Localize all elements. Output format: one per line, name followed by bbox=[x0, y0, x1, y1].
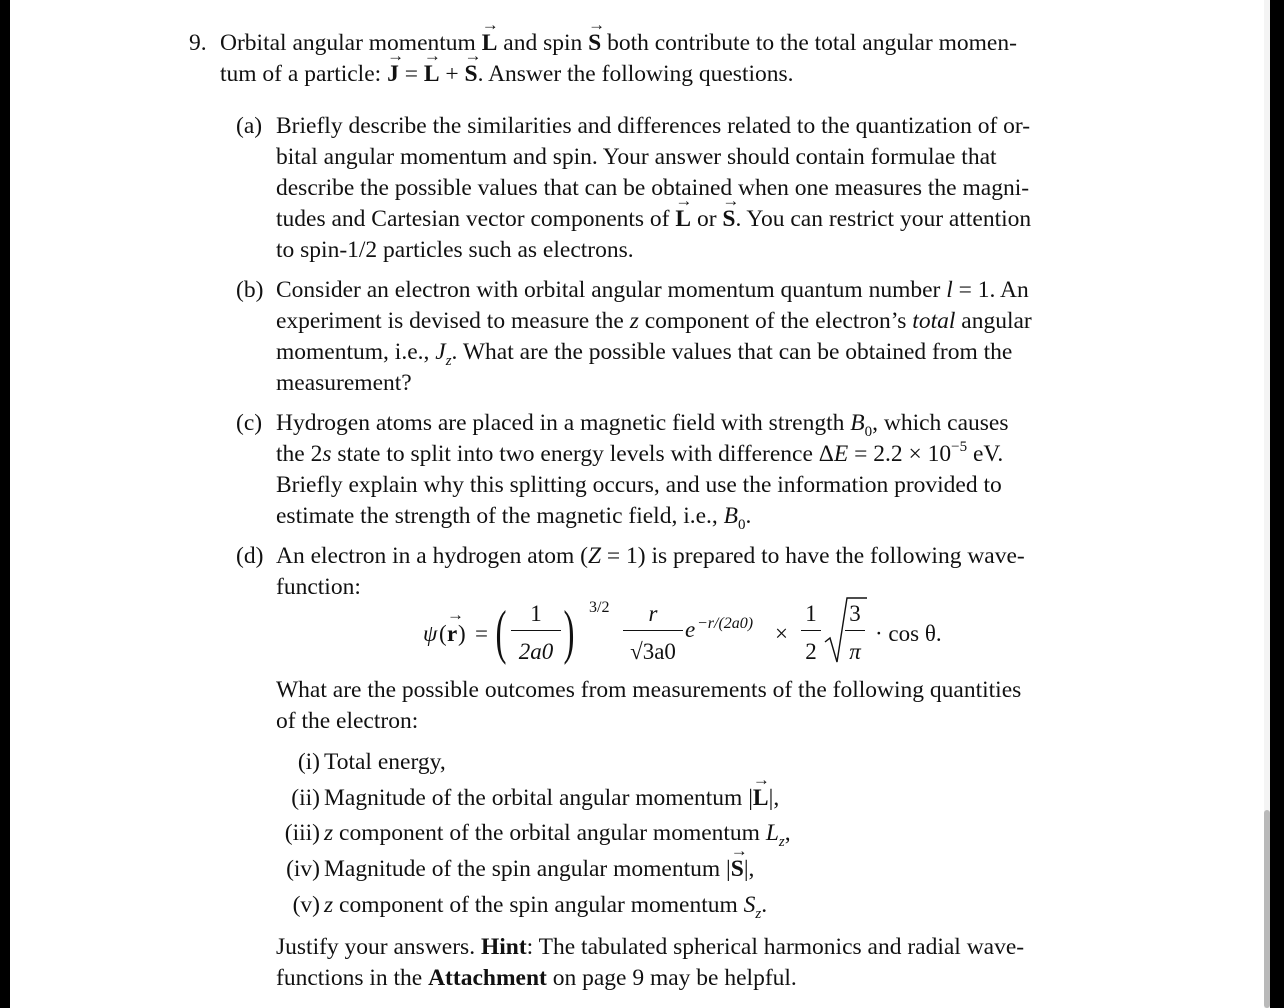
part-c-line: Briefly explain why this splitting occurs, and use the information provided to bbox=[276, 472, 1002, 498]
part-a-line: to spin-1/2 particles such as electrons. bbox=[276, 237, 634, 263]
question-intro-line-2: tum of a particle: → J = → L + → S. Answer the following questions. bbox=[220, 59, 1100, 90]
sub-item-i: (i) Total energy, bbox=[297, 749, 446, 775]
part-a-line: bital angular momentum and spin. Your answer should contain formulae that bbox=[276, 144, 997, 170]
vector-r: → r bbox=[447, 618, 457, 649]
part-b-line: Consider an electron with orbital angular momentum quantum number l = 1. An bbox=[276, 277, 1029, 303]
vector-J: → J bbox=[387, 59, 399, 90]
times-sign: × bbox=[775, 621, 788, 646]
closing-line: Justify your answers. Hint: The tabulated spherical harmonics and radial wave- bbox=[276, 934, 1025, 960]
sub-item-ii: (ii) Magnitude of the orbital angular momentum |→ L|, bbox=[270, 783, 779, 814]
part-c-label: (c) bbox=[236, 410, 263, 436]
wavefunction-formula: ψ ( → r ) = ( 1 2a0 ) 3/2 r √3a0 e −r/(2a0) × 1 2 3 π · cos θ. bbox=[423, 592, 983, 672]
frac1-denominator: 2a0 bbox=[518, 639, 554, 664]
part-b-line: experiment is devised to measure the z component of the electron’s total angular bbox=[276, 308, 1032, 334]
right-black-border bbox=[1270, 0, 1284, 1008]
question-intro-line-1: Orbital angular momentum → L and spin → S both contribute to the total angular momen- bbox=[220, 28, 1100, 59]
closing-line: functions in the Attachment on page 9 may be helpful. bbox=[276, 965, 797, 991]
part-c-line: Hydrogen atoms are placed in a magnetic field with strength $B_0$, which causes bbox=[276, 410, 1009, 440]
part-a-line: Briefly describe the similarities and differences related to the quantization of or- bbox=[276, 113, 1031, 139]
part-c-line: the 2s state to split into two energy levels with difference $\Delta E = 2.2 \times 10^{-5}$ eV. bbox=[276, 439, 1004, 467]
part-b-label: (b) bbox=[236, 277, 264, 303]
frac3-denominator: 2 bbox=[805, 639, 817, 664]
frac2-numerator: r bbox=[648, 601, 658, 626]
frac2-denominator: √3a0 bbox=[630, 639, 676, 664]
exp-e: e bbox=[685, 617, 696, 642]
scrollbar-thumb[interactable] bbox=[1264, 810, 1270, 1008]
frac1-numerator: 1 bbox=[530, 601, 542, 626]
sub-item-iv: (iv) Magnitude of the spin angular momentum |→ S|, bbox=[270, 854, 754, 885]
part-c-line: estimate the strength of the magnetic field, i.e., $B_0$. bbox=[276, 503, 752, 533]
sub-item-v: (v) z component of the spin angular momentum $S_z$. bbox=[292, 892, 768, 922]
formula-psi: ψ bbox=[423, 621, 438, 646]
sqrt-numerator: 3 bbox=[849, 601, 861, 626]
part-b-line: measurement? bbox=[276, 370, 412, 396]
part-d-line: function: bbox=[276, 574, 361, 600]
part-b-line: momentum, i.e., $J_z$. What are the possible values that can be obtained from the bbox=[276, 339, 1013, 369]
sqrt-denominator: π bbox=[849, 639, 861, 664]
exp-superscript: −r/(2a0) bbox=[697, 615, 754, 632]
vector-L: → L bbox=[482, 28, 498, 59]
part-d-line: An electron in a hydrogen atom (Z = 1) is prepared to have the following wave- bbox=[276, 543, 1025, 569]
formula-tail: · cos θ. bbox=[875, 621, 942, 646]
vector-S: → S bbox=[588, 28, 601, 59]
part-a-label: (a) bbox=[236, 113, 263, 139]
frac3-numerator: 1 bbox=[805, 601, 817, 626]
part-d-line: of the electron: bbox=[276, 708, 419, 734]
formula-equals: = bbox=[475, 621, 488, 646]
part-d-line: What are the possible outcomes from measurements of the following quantities bbox=[276, 677, 1022, 703]
part-a-line: describe the possible values that can be obtained when one measures the magni- bbox=[276, 175, 1030, 201]
part-a-line: tudes and Cartesian vector components of → L or → S. You can restrict your attention bbox=[276, 204, 1092, 235]
left-black-border bbox=[0, 0, 10, 1008]
frac1-exponent: 3/2 bbox=[589, 599, 610, 616]
sub-item-iii: (iii) z component of the orbital angular momentum $L_z$, bbox=[284, 820, 791, 850]
question-number: 9. bbox=[189, 30, 207, 56]
part-d-label: (d) bbox=[236, 543, 264, 569]
